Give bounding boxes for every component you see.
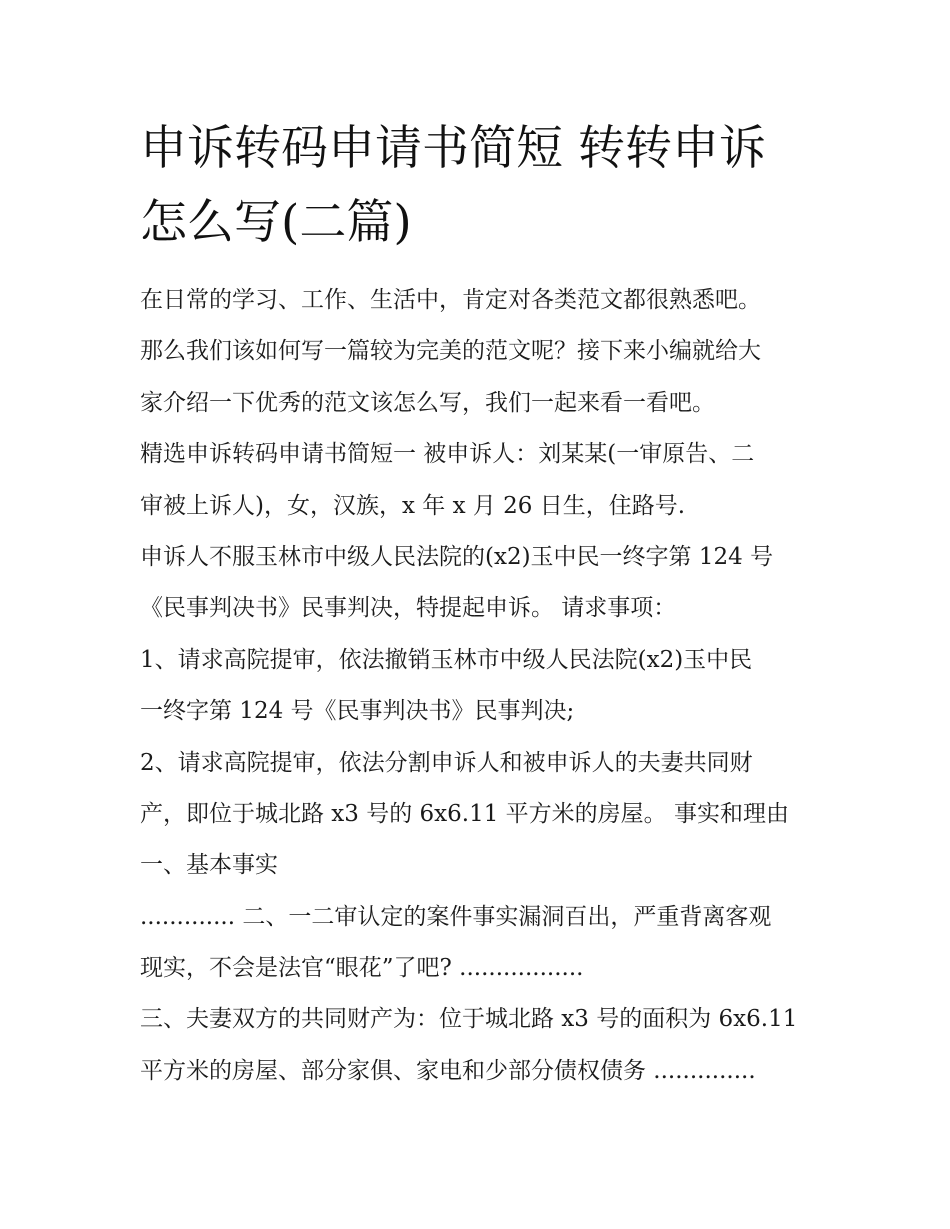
body-line: 2、请求高院提审，依法分割申诉人和被申诉人的夫妻共同财 [140, 749, 753, 776]
body-line: 平方米的房屋、部分家俱、家电和少部分债权债务 .............. [140, 1057, 756, 1084]
title-line: 怎么写(二篇) [140, 195, 412, 250]
body-line: 三、夫妻双方的共同财产为：位于城北路 x3 号的面积为 6x6.11 [140, 1006, 798, 1033]
document-title [140, 112, 820, 260]
body-line: 产，即位于城北路 x3 号的 6x6.11 平方米的房屋。 事实和理由 [140, 800, 789, 827]
body-line: 那么我们该如何写一篇较为完美的范文呢？接下来小编就给大 [140, 338, 761, 365]
body-line: 审被上诉人)，女，汉族，x 年 x 月 26 日生，住路号. [140, 492, 686, 519]
body-line: 1、请求高院提审，依法撤销玉林市中级人民法院(x2)玉中民 [140, 646, 753, 673]
body-line: 现实，不会是法官“眼花”了吧? ................. [140, 955, 584, 982]
body-line: 在日常的学习、工作、生活中，肯定对各类范文都很熟悉吧。 [140, 287, 761, 313]
body-line: 家介绍一下优秀的范文该怎么写，我们一起来看一看吧。 [140, 389, 715, 416]
body-line: 《民事判决书》民事判决，特提起申诉。 请求事项： [140, 595, 677, 622]
document-body [140, 275, 820, 1097]
body-line: 精选申诉转码申请书简短一 被申诉人：刘某某(一审原告、二 [140, 441, 755, 468]
body-line: ............. 二、一二审认定的案件事实漏洞百出，严重背离客观 [140, 903, 772, 930]
body-line: 一终字第 124 号《民事判决书》民事判决; [140, 698, 575, 725]
body-line: 一、基本事实 [140, 852, 278, 879]
body-line: 申诉人不服玉林市中级人民法院的(x2)玉中民一终字第 124 号 [140, 543, 774, 570]
title-line: 申诉转码申请书简短 转转申诉 [140, 121, 766, 176]
